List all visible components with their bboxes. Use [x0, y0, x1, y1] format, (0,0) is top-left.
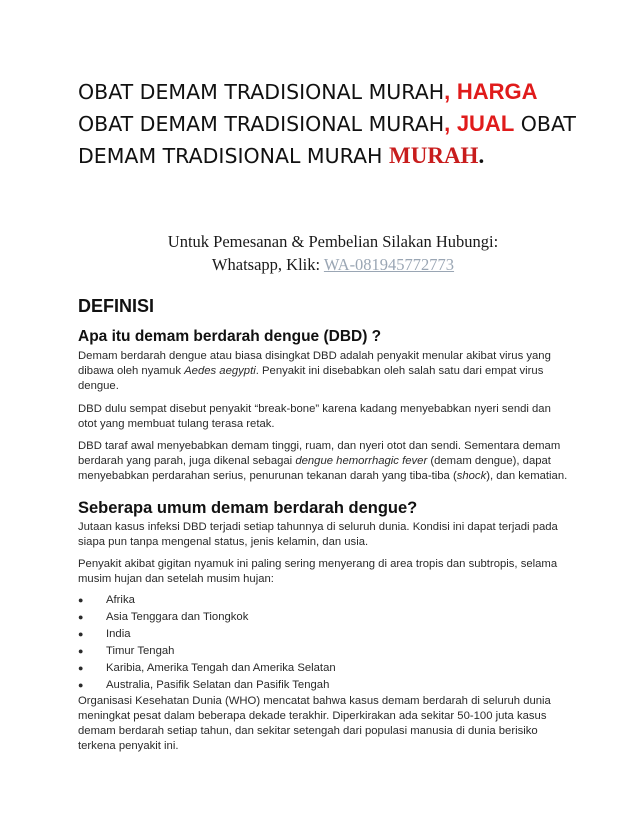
title-part-2: OBAT DEMAM TRADISIONAL MURAH [78, 112, 445, 136]
prevalence-paragraph-3: Organisasi Kesehatan Dunia (WHO) mencatat bahwa kasus demam berdarah di seluruh dunia meningkat pesat dalam beberapa dekade terakhir. Diperkirakan ada sekitar 50-100 juta kasus demam berdarah setiap tahun, dan sekitar setengah dari populasi manusia di dunia berisiko terkena penyakit ini. [78, 695, 551, 752]
region-label: Timur Tengah [106, 645, 175, 657]
contact-whatsapp-label: Whatsapp, Klik: [211, 255, 321, 274]
contact-line-2 [78, 253, 588, 276]
bullet-icon: ● [78, 646, 84, 656]
region-list [78, 592, 568, 694]
page-title [78, 76, 598, 172]
list-item [78, 626, 568, 643]
bullet-icon: ● [78, 663, 84, 673]
section-prevalence-heading: Seberapa umum demam berdarah dengue? [78, 499, 418, 517]
region-label: Afrika [106, 594, 135, 606]
title-harga: HARGA [456, 79, 538, 104]
contact-info [78, 230, 588, 276]
region-label: Asia Tenggara dan Tiongkok [106, 611, 249, 623]
dbd-p1-text-b: . Penyakit ini disebabkan oleh salah satu dari empat virus dengue. [78, 365, 544, 392]
prevalence-paragraph-2: Penyakit akibat gigitan nyamuk ini paling sering menyerang di area tropis dan subtropis, selama musim hujan dan setelah musim hujan: [78, 558, 558, 585]
dbd-p1-text-a: Demam berdarah dengue atau biasa disingkat DBD adalah penyakit menular akibat virus yang dibawa oleh nyamuk [78, 350, 551, 377]
title-comma-1: , [444, 79, 451, 104]
list-item [78, 609, 568, 626]
contact-line-1: Untuk Pemesanan & Pembelian Silakan Hubungi: [167, 232, 499, 251]
region-label: Australia, Pasifik Selatan dan Pasifik Tengah [106, 679, 330, 691]
title-period: . [478, 143, 485, 168]
dbd-paragraph-1 [78, 349, 570, 394]
dbd-paragraph-3 [78, 439, 570, 484]
definisi-heading: DEFINISI [78, 296, 155, 316]
dbd-p3-text-c: ), dan kematian. [486, 470, 568, 482]
region-label: Karibia, Amerika Tengah dan Amerika Selatan [106, 662, 336, 674]
dbd-p3-shock-term: shock [456, 470, 487, 482]
region-label: India [106, 628, 131, 640]
list-item [78, 592, 568, 609]
prevalence-paragraph-1: Jutaan kasus infeksi DBD terjadi setiap tahunnya di seluruh dunia. Kondisi ini dapat terjadi pada siapa pun tanpa mengenal status, jenis kelamin, dan usia. [78, 521, 558, 548]
list-item [78, 643, 568, 660]
dbd-p1-mosquito-name: Aedes aegypti [184, 365, 256, 377]
section-dbd-heading: Apa itu demam berdarah dengue (DBD) ? [78, 328, 382, 345]
title-jual: JUAL [456, 111, 515, 136]
bullet-icon: ● [78, 629, 84, 639]
title-murah: MURAH [389, 143, 479, 168]
title-part-1: OBAT DEMAM TRADISIONAL MURAH [78, 80, 445, 104]
title-comma-2: , [444, 111, 451, 136]
dbd-p3-text-a: DBD taraf awal menyebabkan demam tinggi, ruam, dan nyeri otot dan sendi. Sementara demam berdarah yang parah, juga dikenal sebagai [78, 440, 561, 467]
title-part-3: OBAT DEMAM TRADISIONAL MURAH [78, 112, 576, 168]
dbd-p3-text-b: (demam dengue), dapat menyebabkan perdarahan serius, penurunan tekanan darah yang tiba-tiba ( [78, 455, 551, 482]
whatsapp-link[interactable]: WA-081945772773 [323, 255, 455, 274]
list-item [78, 677, 568, 694]
dbd-p3-dhf-term: dengue hemorrhagic fever [295, 455, 428, 467]
bullet-icon: ● [78, 595, 84, 605]
bullet-icon: ● [78, 612, 84, 622]
bullet-icon: ● [78, 680, 84, 690]
list-item [78, 660, 568, 677]
dbd-paragraph-2: DBD dulu sempat disebut penyakit “break-bone” karena kadang menyebabkan nyeri sendi dan otot yang membuat tulang terasa retak. [78, 403, 551, 430]
